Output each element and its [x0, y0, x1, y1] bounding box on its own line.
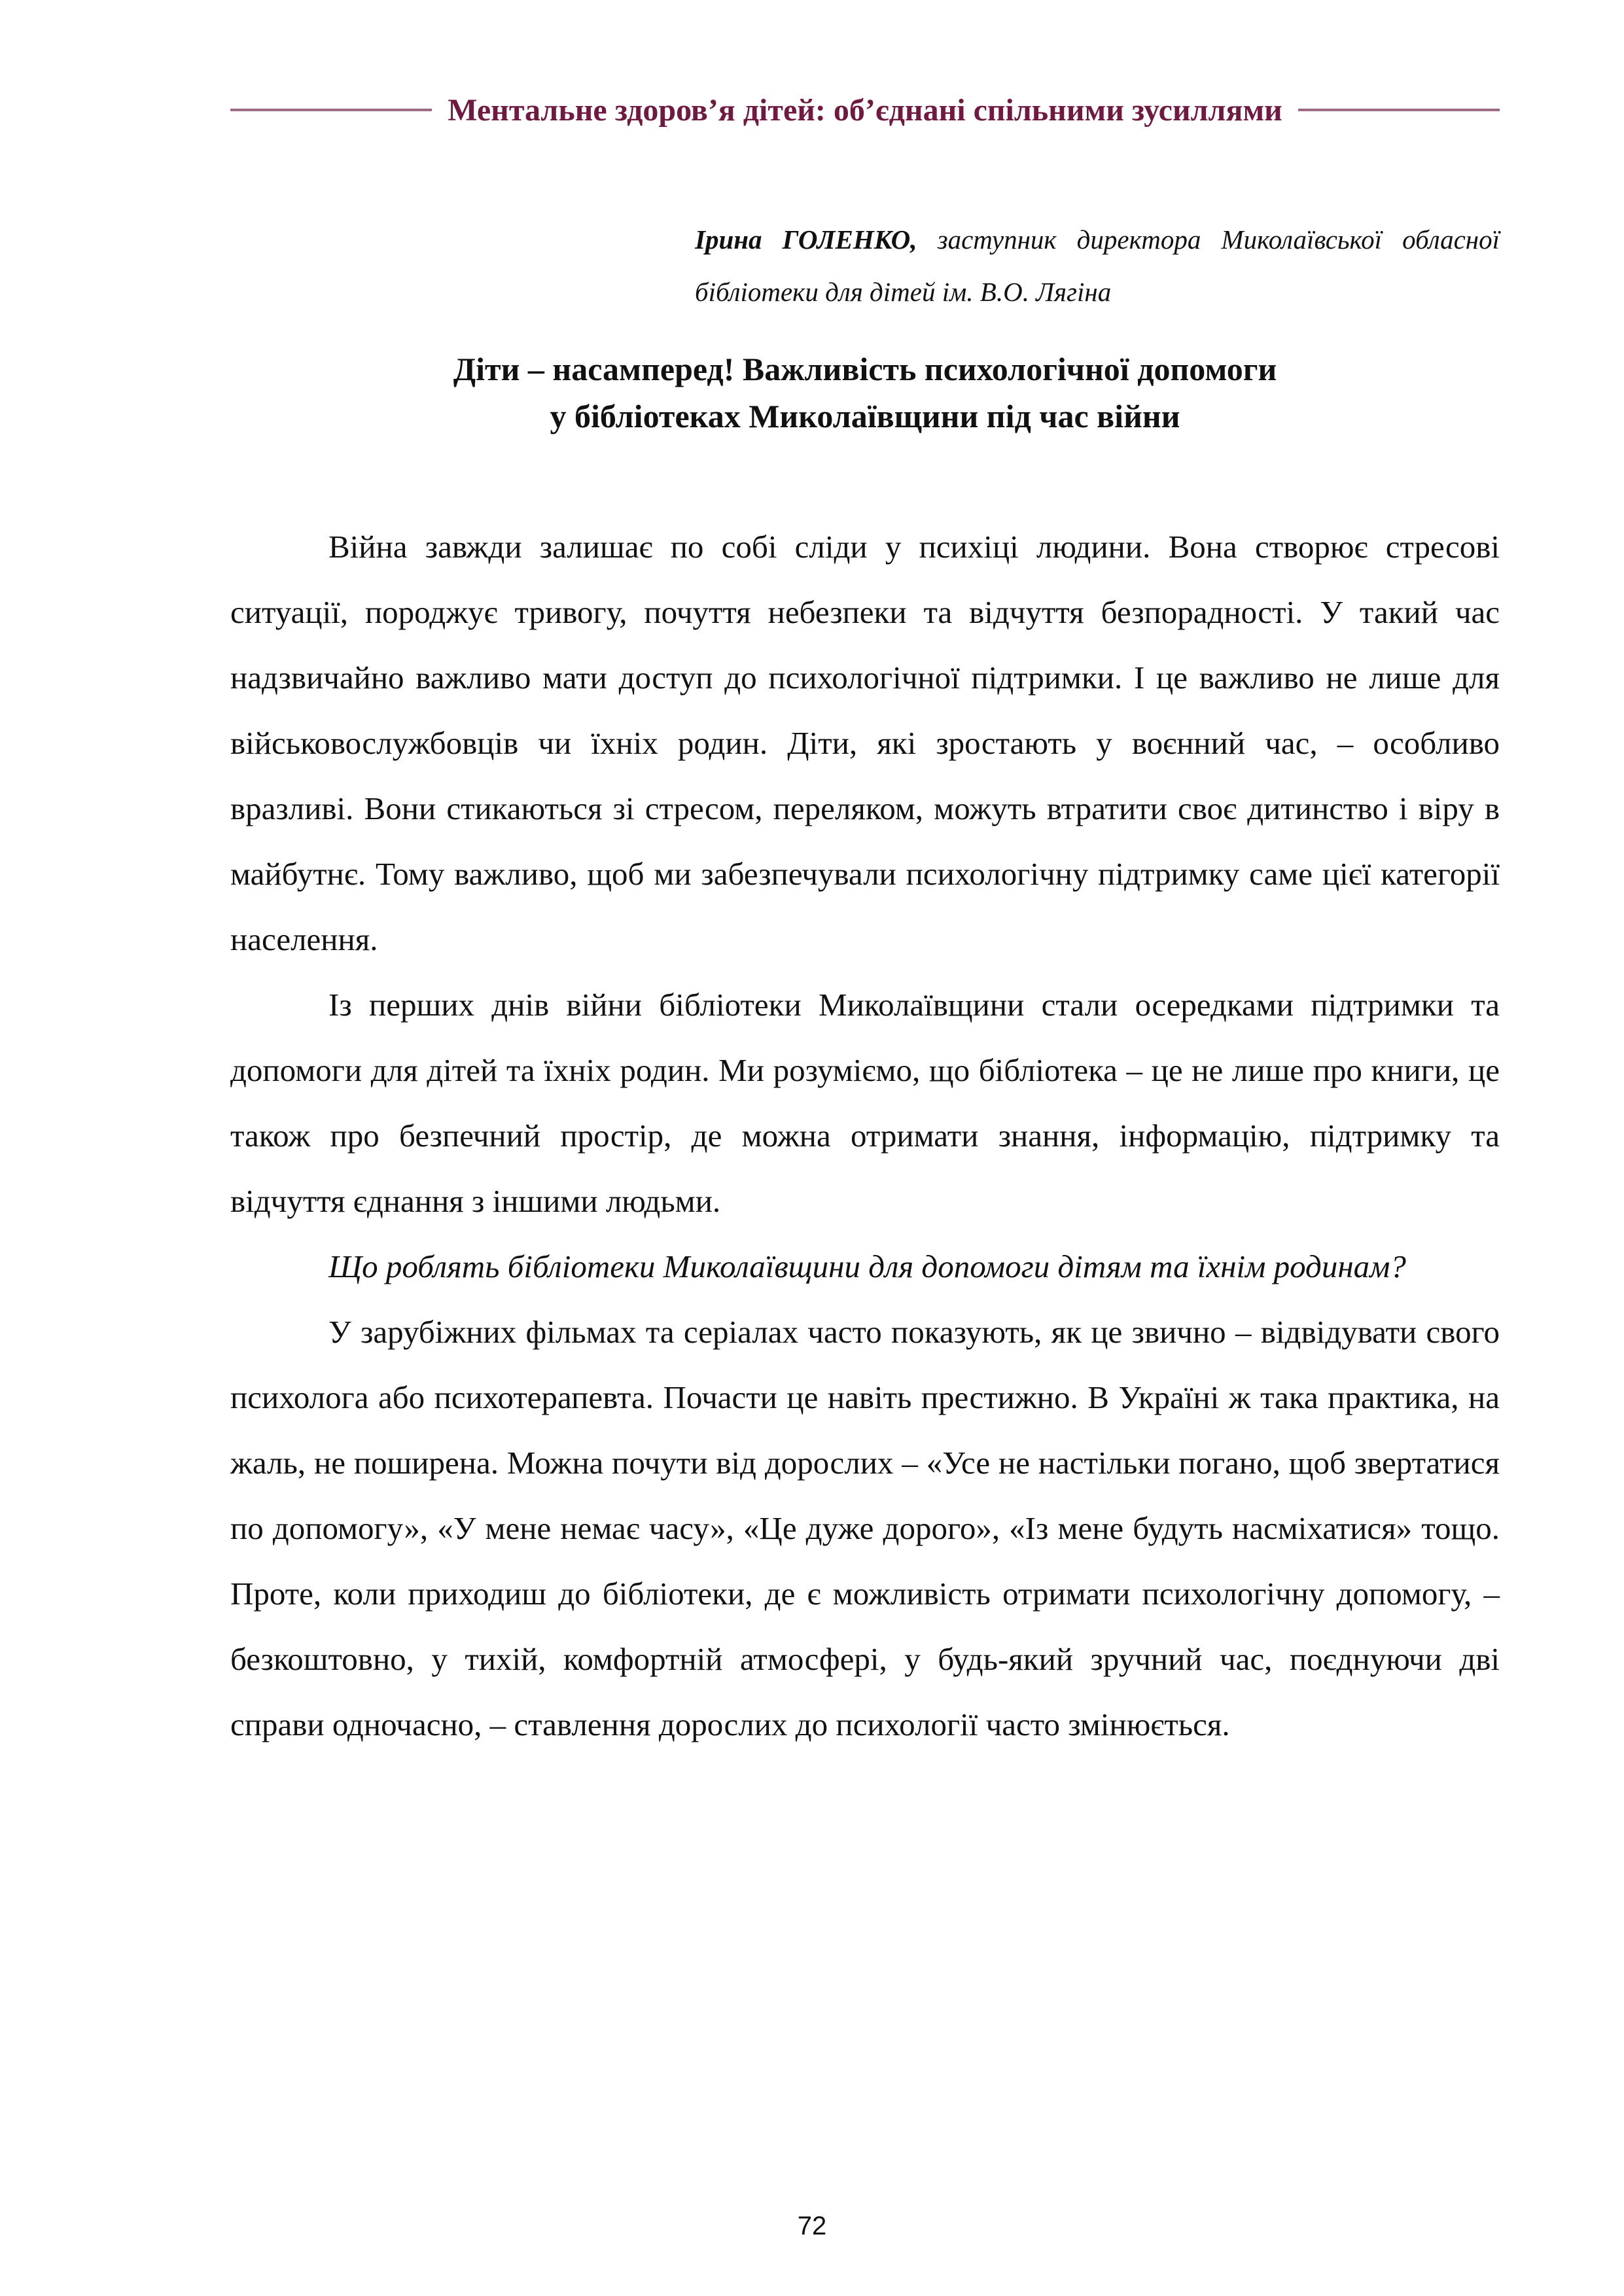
- header-rule-right: [1298, 109, 1500, 111]
- article-title: [230, 345, 1500, 440]
- paragraph: У зарубіжних фільмах та серіалах часто показують, як це звично – відвідувати свого психолога або психотерапевта. Почасти це навіть престижно. В Україні ж така практика, на жаль, не поширена. Можна почути від дорослих – «Усе не настільки погано, щоб звертатися по допомогу», «У мене немає часу», «Це дуже дорого», «Із мене будуть насміхатися» тощо. Проте, коли приходиш до бібліотеки, де є можливість отримати психологічну допомогу, – безкоштовно, у тихій, комфортній атмосфері, у будь-який зручний час, поєднуючи дві справи одночасно, – ставлення дорослих до психології часто змінюється.: [230, 1314, 1500, 1742]
- header-rule-left: [230, 109, 432, 111]
- paragraph: Із перших днів війни бібліотеки Миколаївщини стали осередками підтримки та допомоги для дітей та їхніх родин. Ми розуміємо, що бібліотека – це не лише про книги, це також про безпечний простір, де можна отримати знання, інформацію, підтримку та відчуття єднання з іншими людьми.: [230, 987, 1500, 1219]
- page-number: 72: [797, 2212, 827, 2240]
- author-name: Ірина ГОЛЕНКО,: [695, 224, 917, 255]
- article-title-line-2: у бібліотеках Миколаївщини під час війни: [550, 398, 1180, 434]
- header-title: Ментальне здоров’я дітей: об’єднані спільними зусиллями: [448, 92, 1282, 128]
- author-block: [695, 213, 1500, 318]
- paragraph: Війна завжди залишає по собі сліди у психіці людини. Вона створює стресові ситуації, породжує тривогу, почуття небезпеки та відчуття безпорадності. У такий час надзвичайно важливо мати доступ до психологічної підтримки. І це важливо не лише для військовослужбовців чи їхніх родин. Діти, які зростають у воєнний час, – особливо вразливі. Вони стикаються зі стресом, переляком, можуть втратити своє дитинство і віру в майбутнє. Тому важливо, щоб ми забезпечували психологічну підтримку саме цієї категорії населення.: [230, 529, 1500, 957]
- article-body: [230, 514, 1500, 1757]
- author-affiliation: заступник директора Миколаївської обласної бібліотеки для дітей ім. В.О. Лягіна: [695, 224, 1500, 307]
- section-question: Що роблять бібліотеки Миколаївщини для допомоги дітям та їхнім родинам?: [328, 1248, 1406, 1284]
- article-title-line-1: Діти – насамперед! Важливість психологічної допомоги: [453, 351, 1277, 387]
- running-header: [230, 90, 1500, 130]
